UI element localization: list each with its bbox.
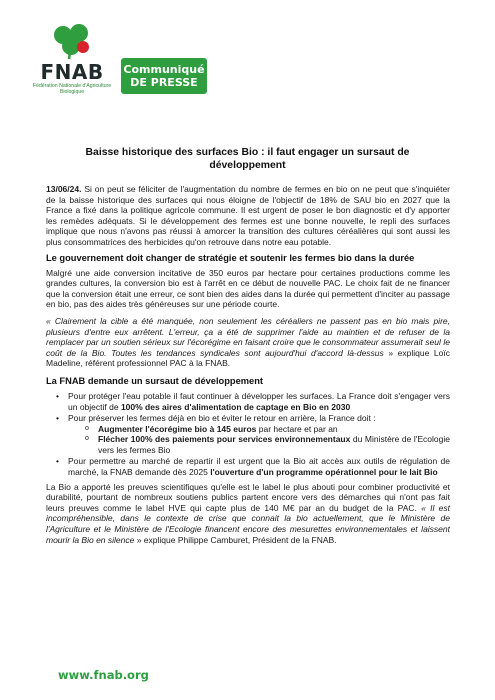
sub1-bold: Augmenter l'écorégime bio à 145 euros: [98, 423, 257, 434]
bullet3-bold: l'ouverture d'un programme opérationnel pour le lait Bio: [210, 467, 438, 478]
badge-line-2: DE PRESSE: [130, 76, 198, 89]
intro-date: 13/06/24.: [46, 184, 82, 194]
section2-heading: La FNAB demande un sursaut de développement: [46, 375, 263, 386]
intro-paragraph: [46, 184, 450, 248]
section1-attribution: » explique Loïc Madeline, référent professionnel PAC à la FNAB.: [46, 347, 450, 369]
footer-website-link[interactable]: www.fnab.org: [58, 668, 149, 682]
bullet1-text: Pour protéger l'eau potable il faut continuer à développer les surfaces. La France doit s'engager vers un objectif de: [68, 390, 450, 412]
sub2-text: du Ministère de l'Ecologie vers les fermes Bio: [98, 434, 450, 455]
document-title: Baisse historique des surfaces Bio : il faut engager un sursaut de développement: [85, 147, 410, 171]
sub1-text: par hectare et par an: [256, 423, 338, 434]
section1-quote-paragraph: [46, 316, 450, 369]
bullet3-text: Pour permettre au marché de repartir il est urgent que la Bio ait accès aux outils de régulation de marché, la FNAB demande dès 2025: [68, 456, 450, 478]
logo-wordmark: FNAB: [40, 60, 104, 84]
circle-bullet-icon: o: [85, 424, 89, 432]
section1-quote: « Clairement la cible a été manquée, non seulement les céréaliers ne passent pas en bio mais pire, plusieurs d'entre eux arrêtent. L'erreur, ça a été de supprimer l'aide au maintien et de refuser de la remplacer par un soutien sérieux sur l'écorégime en faisant croire que le consommateur assumerait seul le coût de la Bio. Toutes les tendances syndicales sont aujourd'hui d'accord là-dessus: [46, 315, 450, 358]
bullet-icon: •: [56, 413, 59, 424]
list-item: [56, 390, 450, 412]
fnab-logo[interactable]: [32, 22, 112, 95]
closing-attribution: » explique Philippe Camburet, Président de la FNAB.: [134, 534, 337, 545]
section1-heading: Le gouvernement doit changer de stratégie et soutenir les fermes bio dans la durée: [46, 252, 415, 263]
sub-list-item: [85, 434, 450, 455]
list-item: [56, 413, 450, 455]
demands-list: [46, 391, 450, 478]
bullet1-bold: 100% des aires d'alimentation de captage en Bio en 2030: [120, 401, 351, 412]
sub-list-item: [85, 423, 450, 435]
bullet2-text: Pour préserver les fermes déjà en bio et éviter le retour en arrière, la France doit :: [68, 413, 376, 424]
intro-text: Si on peut se féliciter de l'augmentation du nombre de fermes en bio on ne peut que s'inquiéter de la baisse historique des surfaces qui nous éloigne de l'objectif de 18% de SAU bio en 2027 que la France a fixé dans la politique agricole commune. Il est urgent de poser le bon diagnostic et d'y apporter les remèdes adéquats. Si le développement des fermes est une bonne nouvelle, le repli des surfaces implique que nous n'avons pas réussi à amorcer la transition des cultures céréalières qui sont aussi les plus consommatrices des herbicides qu'on retrouve dans notre eau potable.: [46, 184, 450, 247]
closing-paragraph: [46, 482, 450, 546]
section1-paragraph: Malgré une aide conversion incitative de 350 euros par hectare pour certaines productions comme les grandes cultures, la conversion bio est à l'arrêt en ce début de nouvelle PAC. Le choix fait de ne financer que la conversion était une erreur, ce sont bien des aides dans la durée qui permettent d'inciter au passage en bio, pas des aides très généreuses sur une période courte.: [46, 267, 450, 310]
sub-list: [68, 424, 450, 456]
sub2-bold: Flécher 100% des paiements pour services environnementaux: [98, 434, 351, 445]
press-release-badge: [121, 58, 207, 94]
closing-quote: « Il est incompréhensible, dans le contexte de crise que connait la bio actuellement, que le Ministère de l'Agriculture et le Ministère de l'Ecologie financent encore des mesurettes environnementales et laissent mourir la Bio en silence: [46, 502, 450, 545]
list-item: [56, 456, 450, 478]
badge-line-1: Communiqué: [123, 63, 205, 76]
closing-text: La Bio a apporté les preuves scientifiques qu'elle est le label le plus abouti pour combiner productivité et durabilité, pourtant de nombreux soutiens publics partent encore vers des démarches qui n'ont pas fait leurs preuves comme le label HVE qui capte plus de 140 M€ par an du budget de la PAC.: [46, 481, 450, 513]
bullet-icon: •: [56, 390, 59, 401]
logo-subtitle: Fédération Nationale d'Agriculture Biologique: [32, 83, 112, 95]
circle-bullet-icon: o: [85, 435, 89, 443]
document-body: [46, 184, 450, 551]
bullet-icon: •: [56, 456, 59, 467]
clover-logo-icon: [49, 22, 95, 60]
